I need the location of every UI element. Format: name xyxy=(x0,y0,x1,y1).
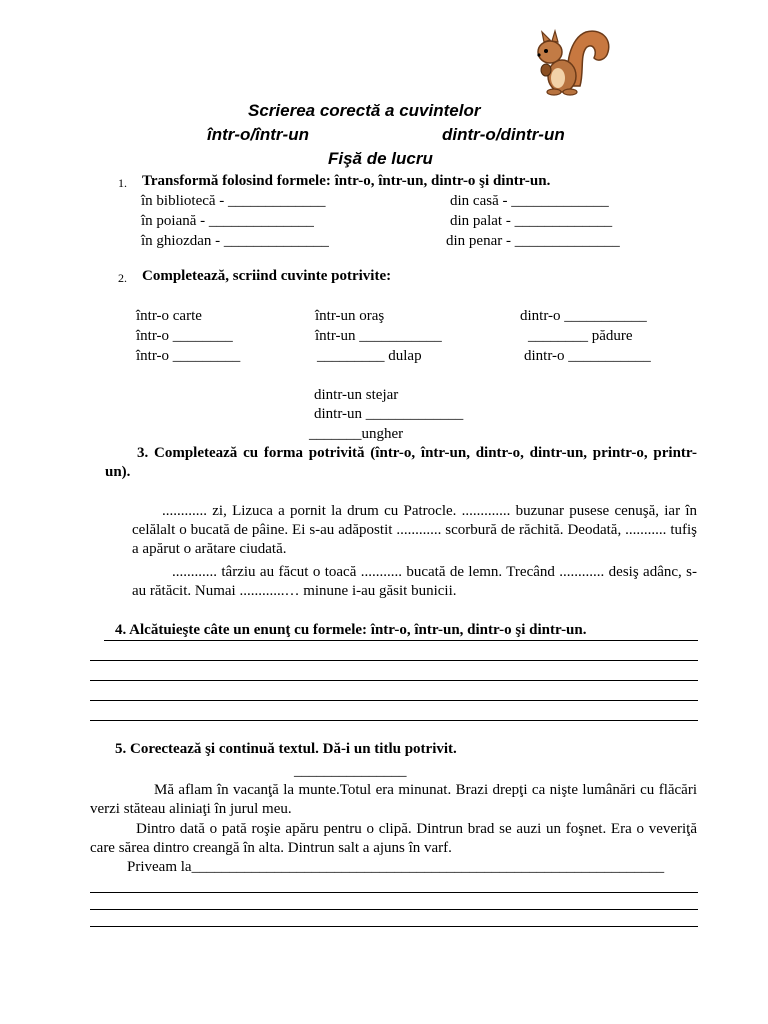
title-form-a: într-o/într-un xyxy=(207,125,309,144)
ex3-instruction: 3. Completează cu forma potrivită (într-o, într-un, dintr-o, dintr-un, printr-o, printr-un). xyxy=(105,445,697,480)
writing-line xyxy=(90,660,698,661)
ex2-item: dintr-un stejar xyxy=(314,387,399,403)
ex1-item: din palat - _____________ xyxy=(450,213,613,229)
ex2-item: ________ pădure xyxy=(528,328,633,344)
ex1-item: în bibliotecă - _____________ xyxy=(141,193,326,209)
writing-line xyxy=(90,892,698,893)
writing-line xyxy=(90,700,698,701)
ex1-instruction: Transformă folosind formele: într-o, într-un, dintr-o şi dintr-un. xyxy=(142,173,551,189)
ex3-paragraph: ............ zi, Lizuca a pornit la drum cu Patrocle. ............. buzunar pusese cenuşă, iar în celălalt o bucată de pâine. Ei s-au adăpostit ............ scorbură de răchită. Deodată, ........... tufiş a apărut o arătare ciudată. xyxy=(132,503,697,557)
underline xyxy=(104,640,698,641)
ex2-item: dintr-o ___________ xyxy=(520,308,647,324)
ex1-item: în poiană - ______________ xyxy=(141,213,314,229)
title-line-1: Scrierea corectă a cuvintelor xyxy=(248,101,481,120)
ex2-item: _______ungher xyxy=(309,426,404,442)
ex4-instruction: 4. Alcătuieşte câte un enunţ cu formele: într-o, într-un, dintr-o şi dintr-un. xyxy=(115,622,587,638)
title-form-b: dintr-o/dintr-un xyxy=(442,125,565,144)
ex2-item: dintr-o ___________ xyxy=(524,348,651,364)
ex3-paragraph: ............ târziu au făcut o toacă ........... bucată de lemn. Trecând ............ desiş adânc, s-au rătăcit. Numai ............… minune i-au găsit bunicii. xyxy=(132,564,697,599)
ex2-item: într-o carte xyxy=(136,308,202,324)
ex5-paragraph: Mă aflam în vacanţă la munte.Totul era minunat. Brazi drepţi ca nişte lumânări cu flăcări verzi stăteau aliniaţi în jurul meu. xyxy=(90,782,697,817)
ex2-item: într-un ___________ xyxy=(315,328,442,344)
writing-line xyxy=(90,680,698,681)
ex1-item: în ghiozdan - ______________ xyxy=(141,233,329,249)
worksheet-subtitle: Fişă de lucru xyxy=(328,149,433,168)
ex1-number: 1. xyxy=(118,176,127,190)
ex2-item: într-o ________ xyxy=(136,328,233,344)
writing-line xyxy=(90,909,698,910)
writing-line xyxy=(90,720,698,721)
squirrel-illustration xyxy=(524,26,614,102)
continue-line: Priveam la_______________________________________________________________ xyxy=(127,859,665,875)
ex2-item: dintr-un _____________ xyxy=(314,406,464,422)
writing-line xyxy=(90,926,698,927)
ex1-item: din casă - _____________ xyxy=(450,193,609,209)
ex2-item: într-un oraş xyxy=(315,308,385,324)
ex1-item: din penar - ______________ xyxy=(446,233,620,249)
ex2-item: _________ dulap xyxy=(317,348,422,364)
ex2-item: într-o _________ xyxy=(136,348,241,364)
ex2-number: 2. xyxy=(118,271,127,285)
ex5-paragraph: Dintro dată o pată roşie apăru pentru o clipă. Dintrun brad se auzi un foşnet. Era o veveriţă care sărea dintro creangă în alta. Dintrun salt a ajuns în varf. xyxy=(90,821,697,856)
ex5-instruction: 5. Corectează şi continuă textul. Dă-i un titlu potrivit. xyxy=(115,741,457,757)
text-title-blank: _______________ xyxy=(294,763,407,779)
ex2-instruction: Completează, scriind cuvinte potrivite: xyxy=(142,268,392,284)
